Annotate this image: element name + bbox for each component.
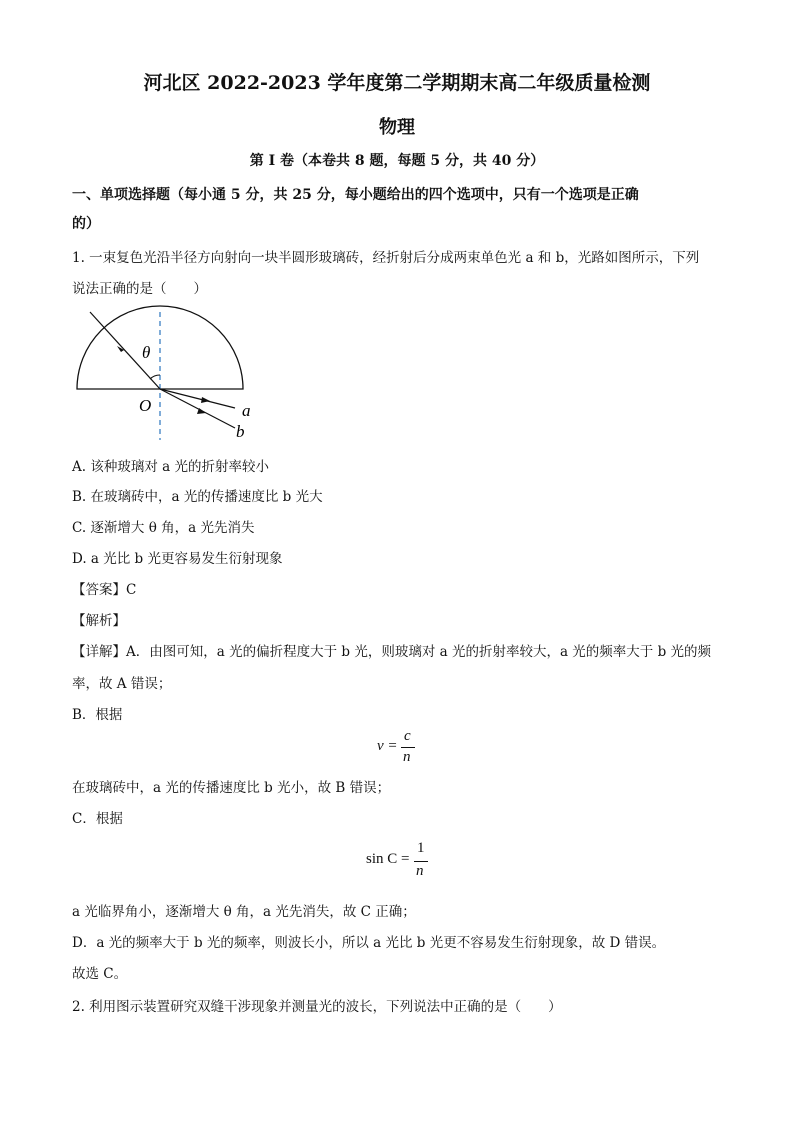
detail-d-text: D．a 光的频率大于 b 光的频率，则波长小，所以 a 光比 b 光更不容易发生衍射现象，故 D 错误。 — [72, 935, 666, 951]
theta-label: θ — [142, 343, 151, 362]
conclusion: 故选 C。 — [72, 966, 128, 982]
subject-title: 物理 — [379, 117, 415, 138]
ray-a-label: a — [242, 401, 251, 420]
q1-figure — [60, 300, 280, 450]
answer: 【答案】C — [72, 582, 137, 598]
detail-c-label: C．根据 — [72, 811, 123, 827]
q2-stem: 2. 利用图示装置研究双缝干涉现象并测量光的波长，下列说法中正确的是（ ） — [72, 999, 562, 1015]
detail-b-label: B．根据 — [72, 707, 123, 723]
section-heading-line2: 的） — [72, 216, 100, 232]
detail-c-text: a 光临界角小，逐渐增大 θ 角，a 光先消失，故 C 正确； — [72, 904, 416, 920]
eq2-numerator: 1 — [417, 840, 425, 856]
ray-a — [160, 389, 235, 408]
eq1-denominator: n — [403, 749, 411, 765]
eq2-fraction-bar — [414, 861, 428, 862]
exam-title: 河北区 2022-2023 学年度第二学期期末高二年级质量检测 — [143, 72, 651, 94]
q1-stem-line2: 说法正确的是（ ） — [72, 281, 207, 297]
option-d: D. a 光比 b 光更容易发生衍射现象 — [72, 551, 283, 567]
origin-label: O — [139, 396, 152, 415]
q1-stem-line1: 1. 一束复色光沿半径方向射向一块半圆形玻璃砖，经折射后分成两束单色光 a 和 b，光路如图所示，下列 — [72, 250, 700, 266]
ray-b — [160, 389, 235, 428]
ray-a-arrow — [201, 397, 210, 403]
eq1-numerator: c — [404, 728, 411, 744]
eq1-lhs: v = — [377, 738, 398, 754]
angle-arc — [150, 375, 160, 379]
option-a: A. 该种玻璃对 a 光的折射率较小 — [72, 459, 269, 475]
section-heading-line1: 一、单项选择题（每小通 5 分，共 25 分，每小题给出的四个选项中，只有一个选项是正确 — [72, 187, 639, 203]
eq2-denominator: n — [416, 863, 424, 879]
analysis-heading: 【解析】 — [72, 613, 126, 629]
eq1-fraction-bar — [401, 747, 415, 748]
detail-b-text: 在玻璃砖中，a 光的传播速度比 b 光小，故 B 错误； — [72, 780, 391, 796]
eq2-lhs: sin C = — [366, 851, 410, 867]
detail-line2: 率，故 A 错误； — [72, 676, 172, 692]
volume-info: 第 I 卷（本卷共 8 题，每题 5 分，共 40 分） — [249, 153, 545, 169]
option-c: C. 逐渐增大 θ 角，a 光先消失 — [72, 520, 255, 536]
option-b: B. 在玻璃砖中，a 光的传播速度比 b 光大 — [72, 489, 323, 505]
detail-line1: 【详解】A．由图可知，a 光的偏折程度大于 b 光，则玻璃对 a 光的折射率较大，a 光的频率大于 b 光的频 — [72, 644, 712, 660]
ray-b-label: b — [236, 422, 245, 441]
